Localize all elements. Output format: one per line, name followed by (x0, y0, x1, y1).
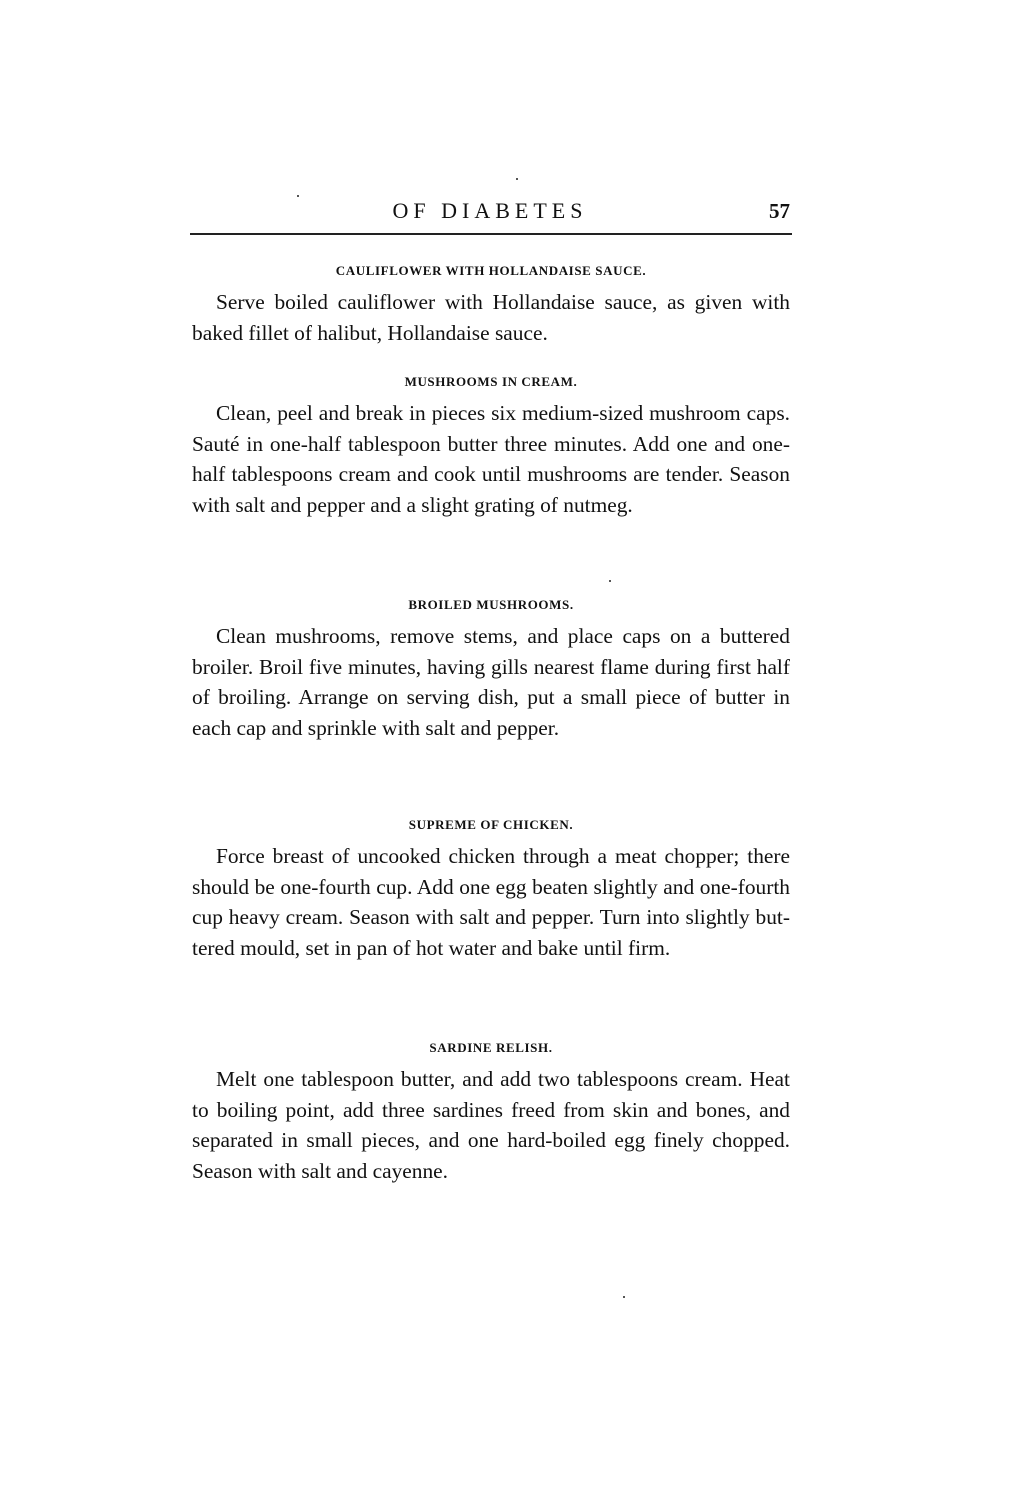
recipe-sardine-relish (192, 1039, 790, 1186)
recipe-title: BROILED MUSHROOMS. (408, 597, 574, 612)
page-header (190, 196, 790, 226)
scan-speck (297, 195, 299, 197)
scan-speck (623, 1296, 625, 1298)
recipe-title: CAULIFLOWER WITH HOLLANDAISE SAUCE. (335, 263, 647, 278)
recipe-body: Force breast of uncooked chicken through a meat chopper; there should be one-fourth cup. Add one egg beaten slightly and one-fourth cup heavy cream. Season with salt and pepper. Turn into slightly buttered mould, set in pan of hot water and bake until firm. (192, 844, 790, 960)
recipe-body: Melt one tablespoon butter, and add two tablespoons cream. Heat to boiling point, add three sardines freed from skin and bones, and separated in small pieces, and one hard-boiled egg finely chopped. Season with salt and cayenne. (192, 1067, 790, 1183)
recipe-supreme-of-chicken (192, 816, 790, 963)
recipe-title: MUSHROOMS IN CREAM. (404, 374, 578, 389)
header-rule (190, 233, 792, 235)
running-title: OF DIABETES (392, 198, 588, 223)
scan-speck (609, 580, 611, 582)
recipe-body: Clean, peel and break in pieces six medium-sized mushroom caps. Sauté in one-half tablespoon butter three minutes. Add one and one-half tablespoons cream and cook until mushrooms are tender. Season with salt and pepper and a slight grating of nutmeg. (192, 401, 790, 517)
page-number: 57 (769, 199, 790, 223)
recipe-title: SUPREME OF CHICKEN. (408, 817, 574, 832)
recipe-body: Clean mushrooms, remove stems, and place caps on a buttered broiler. Broil five minutes, having gills nearest flame during first half of broiling. Arrange on serving dish, put a small piece of butter in each cap and sprinkle with salt and pepper. (192, 624, 790, 740)
scan-speck (516, 178, 518, 180)
recipe-mushrooms-in-cream (192, 373, 790, 520)
recipe-broiled-mushrooms (192, 596, 790, 743)
recipe-title: SARDINE RELISH. (429, 1040, 553, 1055)
recipe-body: Serve boiled cauliflower with Hollandaise sauce, as given with baked fillet of halibut, Hollandaise sauce. (192, 290, 790, 345)
recipe-cauliflower (192, 262, 790, 348)
